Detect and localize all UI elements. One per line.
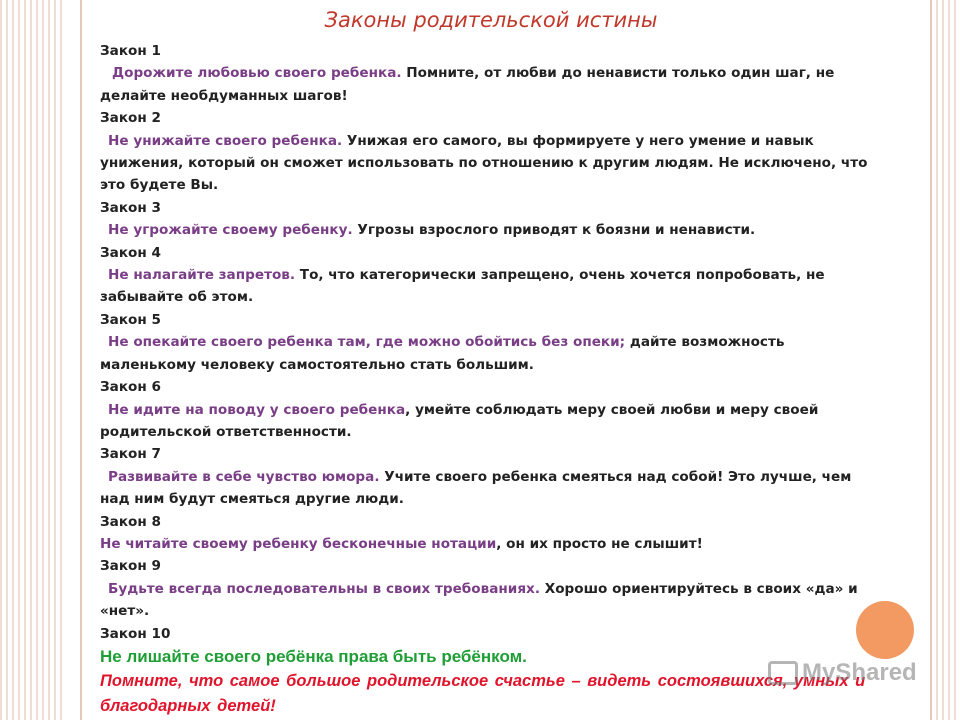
law-1-label: Закон 1 xyxy=(100,43,161,59)
law-3-label: Закон 3 xyxy=(100,199,161,216)
law-1-rest: Помните, от любви до ненависти только один шаг, не делайте необдуманных шагов! xyxy=(100,65,835,104)
law-10-label: Закон 10 xyxy=(100,625,171,642)
law-3-rest: Угрозы взрослого приводят к боязни и ненависти. xyxy=(352,222,756,239)
law-9-highlight: Будьте всегда последовательны в своих требованиях. xyxy=(108,580,540,597)
law-2-rest: Унижая его самого, вы формируете у него умение и навык унижения, который он сможет использовать по отношению к другим людям. Не исключено, что это будете Вы. xyxy=(100,132,868,194)
law-9-label: Закон 9 xyxy=(100,558,161,575)
law-1-highlight: Дорожите любовью своего ребенка. xyxy=(112,65,402,82)
law-1-text xyxy=(100,62,870,107)
law-8-highlight: Не читайте своему ребенку бесконечные нотации xyxy=(100,535,497,552)
law-7-label: Закон 7 xyxy=(100,446,161,463)
law-8-text xyxy=(100,533,870,555)
law-6-text xyxy=(100,399,870,444)
law-5-text xyxy=(100,331,870,376)
law-2-label: Закон 2 xyxy=(100,110,161,127)
law-2-text xyxy=(100,130,870,197)
presentation-icon xyxy=(768,661,798,685)
law-7-text xyxy=(100,466,870,511)
law-3-text xyxy=(100,219,870,241)
law-5-rest: дайте возможность маленькому человеку самостоятельно стать большим. xyxy=(100,334,785,373)
laws-content xyxy=(100,40,870,719)
law-9-rest: Хорошо ориентируйтесь в своих «да» и «нет». xyxy=(100,580,858,620)
watermark-text: MyShared xyxy=(802,659,917,686)
law-5-label: Закон 5 xyxy=(100,311,161,328)
law-6-highlight: Не идите на поводу у своего ребенка xyxy=(108,401,406,418)
law-4-text xyxy=(100,264,870,309)
law-7-highlight: Развивайте в себе чувство юмора. xyxy=(108,468,380,485)
watermark xyxy=(768,656,917,690)
decorative-circle xyxy=(856,601,914,659)
law-4-rest: То, что категорически запрещено, очень хочется попробовать, не забывайте об этом. xyxy=(100,267,825,306)
law-8-rest: , он их просто не слышит! xyxy=(496,535,703,552)
law-6-rest: , умейте соблюдать меру своей любви и меру своей родительской ответственности. xyxy=(100,401,819,440)
law-5-highlight: Не опекайте своего ребенка там, где можно обойтись без опеки; xyxy=(108,334,626,351)
law-10-text: Не лишайте своего ребёнка права быть ребёнком. xyxy=(100,646,527,666)
law-2-highlight: Не унижайте своего ребенка. xyxy=(108,132,343,149)
law-7-rest: Учите своего ребенка смеяться над собой! Это лучше, чем над ним будут смеяться другие люди. xyxy=(100,468,852,508)
law-6-label: Закон 6 xyxy=(100,379,161,396)
law-4-highlight: Не налагайте запретов. xyxy=(108,267,296,284)
decorative-stripes-left xyxy=(0,0,62,720)
law-9-text xyxy=(100,578,870,623)
closing-statement: Помните, что самое большое родительское счастье – видеть состоявшихся, умных и благодарных детей! xyxy=(100,671,866,715)
law-3-highlight: Не угрожайте своему ребенку. xyxy=(108,222,353,239)
law-4-label: Закон 4 xyxy=(100,244,161,261)
law-8-label: Закон 8 xyxy=(100,513,161,530)
decorative-stripes-right xyxy=(930,0,960,720)
page-title: Законы родительской истины xyxy=(324,8,658,32)
